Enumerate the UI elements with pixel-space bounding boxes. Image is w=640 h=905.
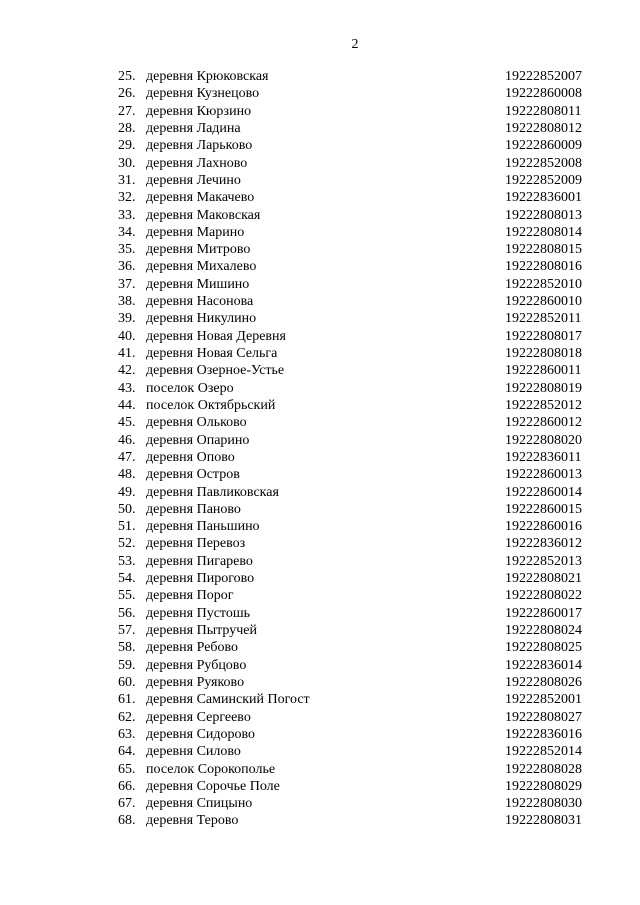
oktmo-code: 19222808021 [505, 571, 582, 587]
settlement-name: деревня Силово [146, 744, 241, 760]
list-item [0, 605, 640, 622]
row-number: 29. [118, 138, 136, 154]
oktmo-code: 19222808011 [505, 103, 582, 119]
oktmo-code: 19222852011 [505, 311, 582, 327]
row-number: 38. [118, 294, 136, 310]
row-number: 46. [118, 432, 136, 448]
list-item [0, 674, 640, 691]
settlement-name: деревня Мишино [146, 276, 250, 292]
oktmo-code: 19222852001 [505, 692, 582, 708]
row-number: 51. [118, 519, 136, 535]
oktmo-code: 19222808028 [505, 761, 582, 777]
list-item [0, 414, 640, 431]
oktmo-code: 19222852012 [505, 397, 582, 413]
settlement-name: деревня Перевоз [146, 536, 246, 552]
oktmo-code: 19222852007 [505, 69, 582, 84]
oktmo-code: 19222860017 [505, 605, 582, 621]
row-number: 37. [118, 276, 136, 292]
row-number: 44. [118, 397, 136, 413]
settlement-name: деревня Марино [146, 224, 245, 240]
list-item [0, 310, 640, 327]
settlement-name: деревня Сорочье Поле [146, 778, 280, 794]
list-item [0, 622, 640, 639]
settlement-name: поселок Сорокополье [146, 761, 276, 777]
oktmo-code: 19222808026 [505, 674, 582, 690]
oktmo-code: 19222852009 [505, 172, 582, 188]
row-number: 48. [118, 467, 136, 483]
list-item [0, 224, 640, 241]
settlement-name: поселок Озеро [146, 380, 234, 396]
list-item [0, 449, 640, 466]
row-number: 67. [118, 796, 136, 812]
row-number: 50. [118, 501, 136, 517]
oktmo-code: 19222860008 [505, 86, 582, 102]
list-item [0, 570, 640, 587]
row-number: 47. [118, 449, 136, 465]
oktmo-code: 19222852013 [505, 553, 582, 569]
list-item [0, 726, 640, 743]
list-item [0, 328, 640, 345]
settlement-name: деревня Паново [146, 501, 241, 517]
settlement-name: деревня Никулино [146, 311, 257, 327]
settlement-name: деревня Ребово [146, 640, 239, 656]
row-number: 25. [118, 69, 136, 84]
settlement-name: деревня Макачево [146, 190, 255, 206]
row-number: 54. [118, 571, 136, 587]
oktmo-code: 19222808024 [505, 623, 582, 638]
list-item [0, 761, 640, 778]
row-number: 61. [118, 692, 136, 708]
list-item [0, 639, 640, 656]
list-item [0, 587, 640, 604]
row-number: 35. [118, 242, 136, 258]
oktmo-code: 19222860016 [505, 519, 582, 535]
row-number: 33. [118, 207, 136, 223]
oktmo-code: 19222808014 [505, 224, 582, 240]
list-item [0, 397, 640, 414]
row-number: 45. [118, 415, 136, 431]
row-number: 36. [118, 259, 136, 275]
settlement-name: деревня Митрово [146, 242, 251, 258]
settlement-name: деревня Опарино [146, 432, 250, 448]
row-number: 64. [118, 744, 136, 760]
list-item [0, 276, 640, 293]
row-number: 53. [118, 553, 136, 569]
settlement-name: деревня Кузнецово [146, 86, 260, 102]
settlement-name: деревня Михалево [146, 259, 257, 275]
settlement-name: деревня Сергеево [146, 709, 251, 725]
list-item [0, 362, 640, 379]
settlement-name: деревня Порог [146, 588, 234, 604]
row-number: 58. [118, 640, 136, 656]
list-item [0, 484, 640, 501]
settlement-name: деревня Новая Сельга [146, 346, 278, 361]
list-item [0, 795, 640, 812]
settlement-name: деревня Сидорово [146, 726, 256, 742]
row-number: 66. [118, 778, 136, 794]
settlement-name: деревня Новая Деревня [146, 328, 286, 344]
row-number: 60. [118, 674, 136, 690]
list-item [0, 778, 640, 795]
settlement-name: деревня Ларьково [146, 138, 253, 154]
settlement-name: деревня Опово [146, 449, 235, 465]
oktmo-code: 19222836014 [505, 657, 582, 673]
row-number: 62. [118, 709, 136, 725]
row-number: 40. [118, 328, 136, 344]
list-item [0, 189, 640, 206]
oktmo-code: 19222860012 [505, 415, 582, 431]
settlement-name: деревня Озерное-Устье [146, 363, 285, 379]
oktmo-code: 19222860009 [505, 138, 582, 154]
settlement-name: деревня Пигарево [146, 553, 253, 569]
oktmo-code: 19222860011 [505, 363, 582, 379]
oktmo-code: 19222860010 [505, 294, 582, 310]
settlement-name: деревня Руяково [146, 674, 245, 690]
row-number: 57. [118, 623, 136, 638]
oktmo-code: 19222808030 [505, 796, 582, 812]
oktmo-code: 19222808017 [505, 328, 582, 344]
page-number: 2 [351, 37, 359, 52]
list-item [0, 103, 640, 120]
settlement-name: деревня Насонова [146, 294, 254, 310]
row-number: 34. [118, 224, 136, 240]
oktmo-code: 19222860013 [505, 467, 582, 483]
row-number: 31. [118, 172, 136, 188]
row-number: 26. [118, 86, 136, 102]
list-item [0, 743, 640, 760]
row-number: 43. [118, 380, 136, 396]
list-item [0, 466, 640, 483]
settlement-name: деревня Павликовская [146, 484, 279, 500]
oktmo-code: 19222836012 [505, 536, 582, 552]
settlement-name: деревня Крюковская [146, 69, 269, 84]
oktmo-code: 19222836011 [505, 449, 582, 465]
list-item [0, 120, 640, 137]
settlement-name: деревня Маковская [146, 207, 261, 223]
settlement-list [0, 68, 640, 830]
oktmo-code: 19222808031 [505, 813, 582, 829]
row-number: 63. [118, 726, 136, 742]
row-number: 65. [118, 761, 136, 777]
list-item [0, 137, 640, 154]
list-item [0, 85, 640, 102]
settlement-name: деревня Спицыно [146, 796, 253, 812]
oktmo-code: 19222860014 [505, 484, 582, 500]
settlement-name: деревня Рубцово [146, 657, 247, 673]
oktmo-code: 19222808012 [505, 120, 582, 136]
list-item [0, 535, 640, 552]
row-number: 27. [118, 103, 136, 119]
row-number: 59. [118, 657, 136, 673]
row-number: 52. [118, 536, 136, 552]
oktmo-code: 19222808013 [505, 207, 582, 223]
oktmo-code: 19222860015 [505, 501, 582, 517]
oktmo-code: 19222852010 [505, 276, 582, 292]
list-item [0, 553, 640, 570]
list-item [0, 68, 640, 85]
oktmo-code: 19222808022 [505, 588, 582, 604]
list-item [0, 691, 640, 708]
list-item [0, 501, 640, 518]
list-item [0, 258, 640, 275]
row-number: 55. [118, 588, 136, 604]
oktmo-code: 19222808016 [505, 259, 582, 275]
settlement-name: деревня Ладина [146, 120, 241, 136]
row-number: 68. [118, 813, 136, 829]
oktmo-code: 19222808020 [505, 432, 582, 448]
row-number: 42. [118, 363, 136, 379]
settlement-name: деревня Остров [146, 467, 240, 483]
settlement-name: деревня Паньшино [146, 519, 260, 535]
list-item [0, 155, 640, 172]
oktmo-code: 19222852014 [505, 744, 582, 760]
oktmo-code: 19222808029 [505, 778, 582, 794]
list-item [0, 709, 640, 726]
list-item [0, 657, 640, 674]
oktmo-code: 19222808025 [505, 640, 582, 656]
row-number: 32. [118, 190, 136, 206]
list-item [0, 812, 640, 829]
row-number: 56. [118, 605, 136, 621]
list-item [0, 293, 640, 310]
oktmo-code: 19222836016 [505, 726, 582, 742]
oktmo-code: 19222808018 [505, 346, 582, 361]
settlement-name: деревня Лахново [146, 155, 248, 171]
settlement-name: поселок Октябрьский [146, 397, 276, 413]
oktmo-code: 19222808015 [505, 242, 582, 258]
list-item [0, 172, 640, 189]
settlement-name: деревня Пустошь [146, 605, 251, 621]
settlement-name: деревня Пытручей [146, 623, 257, 638]
list-item [0, 432, 640, 449]
list-item [0, 207, 640, 224]
row-number: 49. [118, 484, 136, 500]
row-number: 41. [118, 346, 136, 361]
oktmo-code: 19222808027 [505, 709, 582, 725]
settlement-name: деревня Кюрзино [146, 103, 252, 119]
list-item [0, 241, 640, 258]
row-number: 30. [118, 155, 136, 171]
row-number: 28. [118, 120, 136, 136]
settlement-name: деревня Лечино [146, 172, 241, 188]
list-item [0, 518, 640, 535]
oktmo-code: 19222852008 [505, 155, 582, 171]
settlement-name: деревня Терово [146, 813, 239, 829]
settlement-name: деревня Саминский Погост [146, 692, 310, 708]
oktmo-code: 19222836001 [505, 190, 582, 206]
settlement-name: деревня Ольково [146, 415, 247, 431]
row-number: 39. [118, 311, 136, 327]
list-item [0, 345, 640, 362]
list-item [0, 380, 640, 397]
settlement-name: деревня Пирогово [146, 571, 255, 587]
oktmo-code: 19222808019 [505, 380, 582, 396]
